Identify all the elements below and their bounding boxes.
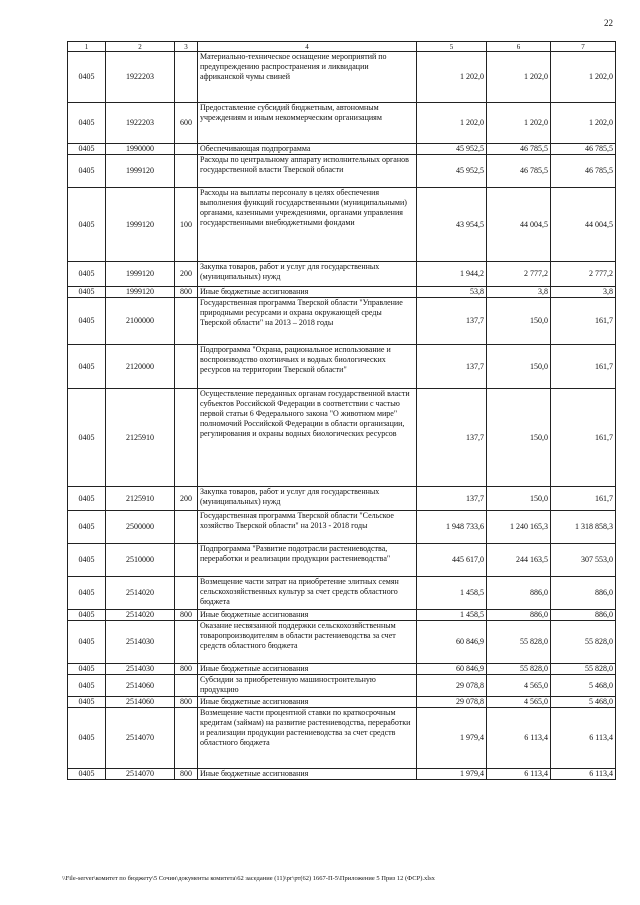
row-description: Подпрограмма "Охрана, рациональное использование и воспроизводство охотничьих и водных биологических ресурсов на территории Тверской области" (198, 345, 417, 389)
header-cell: 4 (198, 42, 417, 52)
expense-type-code (175, 675, 198, 697)
amount-2013: 43 954,5 (417, 188, 487, 262)
row-description: Закупка товаров, работ и услуг для государственных (муниципальных) нужд (198, 487, 417, 511)
row-description: Иные бюджетные ассигнования (198, 610, 417, 621)
table-row (68, 345, 616, 389)
target-code: 2514060 (106, 675, 175, 697)
amount-2013: 45 952,5 (417, 144, 487, 155)
amount-2015: 886,0 (551, 610, 616, 621)
table-row (68, 664, 616, 675)
section-code: 0405 (68, 52, 106, 103)
header-cell: 7 (551, 42, 616, 52)
target-code: 1990000 (106, 144, 175, 155)
amount-2013: 1 948 733,6 (417, 511, 487, 544)
section-code: 0405 (68, 708, 106, 769)
amount-2015: 3,8 (551, 287, 616, 298)
amount-2015: 307 553,0 (551, 544, 616, 577)
amount-2014: 244 163,5 (487, 544, 551, 577)
section-code: 0405 (68, 155, 106, 188)
table-row (68, 577, 616, 610)
section-code: 0405 (68, 610, 106, 621)
amount-2015: 55 828,0 (551, 621, 616, 664)
table-row (68, 511, 616, 544)
section-code: 0405 (68, 621, 106, 664)
target-code: 2100000 (106, 298, 175, 345)
table-row (68, 298, 616, 345)
expense-type-code: 100 (175, 188, 198, 262)
amount-2013: 445 617,0 (417, 544, 487, 577)
amount-2014: 150,0 (487, 389, 551, 487)
table-row (68, 675, 616, 697)
amount-2014: 3,8 (487, 287, 551, 298)
target-code: 2500000 (106, 511, 175, 544)
file-path-footer: \\File-server\комитет по бюджету\5 Сочин\документы комитета\62 заседание (11)\рг\рт(62) 1667-П-5\Приложение 5 Приз 12 (ФСР).xlsx (62, 875, 435, 882)
section-code: 0405 (68, 664, 106, 675)
table-row (68, 708, 616, 769)
expense-type-code (175, 511, 198, 544)
row-description: Расходы на выплаты персоналу в целях обеспечения выполнения функций государственными (муниципальными) органами, казенными учреждениями, органами управления государственными внебюджетными фондами (198, 188, 417, 262)
amount-2014: 46 785,5 (487, 144, 551, 155)
expense-type-code: 800 (175, 664, 198, 675)
expense-type-code: 800 (175, 287, 198, 298)
section-code: 0405 (68, 144, 106, 155)
header-row (68, 42, 616, 52)
expense-type-code: 800 (175, 769, 198, 780)
target-code: 2514020 (106, 610, 175, 621)
expense-type-code (175, 298, 198, 345)
budget-table (67, 41, 616, 780)
amount-2013: 53,8 (417, 287, 487, 298)
target-code: 2514020 (106, 577, 175, 610)
row-description: Иные бюджетные ассигнования (198, 287, 417, 298)
amount-2014: 150,0 (487, 345, 551, 389)
amount-2015: 55 828,0 (551, 664, 616, 675)
target-code: 1999120 (106, 287, 175, 298)
section-code: 0405 (68, 389, 106, 487)
target-code: 1999120 (106, 188, 175, 262)
expense-type-code (175, 708, 198, 769)
row-description: Возмещение части процентной ставки по краткосрочным кредитам (займам) на развитие растениеводства, переработки и реализации продукции растениеводства за счет средств областного бюджета (198, 708, 417, 769)
section-code: 0405 (68, 697, 106, 708)
amount-2013: 1 458,5 (417, 610, 487, 621)
amount-2015: 886,0 (551, 577, 616, 610)
amount-2015: 161,7 (551, 345, 616, 389)
amount-2013: 1 202,0 (417, 103, 487, 144)
amount-2014: 150,0 (487, 298, 551, 345)
target-code: 1999120 (106, 155, 175, 188)
section-code: 0405 (68, 262, 106, 287)
target-code: 2514030 (106, 621, 175, 664)
section-code: 0405 (68, 511, 106, 544)
amount-2013: 60 846,9 (417, 664, 487, 675)
row-description: Субсидии за приобретенную машиностроительную продукцию (198, 675, 417, 697)
target-code: 2125910 (106, 487, 175, 511)
amount-2013: 60 846,9 (417, 621, 487, 664)
amount-2013: 1 944,2 (417, 262, 487, 287)
target-code: 1922203 (106, 52, 175, 103)
amount-2013: 29 078,8 (417, 697, 487, 708)
expense-type-code (175, 577, 198, 610)
amount-2013: 1 202,0 (417, 52, 487, 103)
target-code: 2125910 (106, 389, 175, 487)
section-code: 0405 (68, 298, 106, 345)
header-cell: 5 (417, 42, 487, 52)
target-code: 2514070 (106, 769, 175, 780)
amount-2015: 161,7 (551, 487, 616, 511)
section-code: 0405 (68, 544, 106, 577)
row-description: Осуществление переданных органам государственной власти субъектов Российской Федерации в соответствии с частью первой статьи 6 Федерального закона "О животном мире" полномочий Российской Федерации в области организации, регулирования и охраны водных биологических ресурсов (198, 389, 417, 487)
amount-2015: 1 202,0 (551, 52, 616, 103)
table-row (68, 52, 616, 103)
header-cell: 2 (106, 42, 175, 52)
row-description: Материально-техническое оснащение мероприятий по предупреждению распространения и ликвидации африканской чумы свиней (198, 52, 417, 103)
table-row (68, 610, 616, 621)
row-description: Закупка товаров, работ и услуг для государственных (муниципальных) нужд (198, 262, 417, 287)
amount-2015: 6 113,4 (551, 769, 616, 780)
row-description: Оказание несвязанной поддержки сельскохозяйственным товаропроизводителям в области растениеводства за счет средств областного бюджета (198, 621, 417, 664)
row-description: Возмещение части затрат на приобретение элитных семян сельскохозяйственных культур за счет средств областного бюджета (198, 577, 417, 610)
row-description: Иные бюджетные ассигнования (198, 664, 417, 675)
section-code: 0405 (68, 345, 106, 389)
amount-2013: 45 952,5 (417, 155, 487, 188)
amount-2013: 1 458,5 (417, 577, 487, 610)
header-cell: 1 (68, 42, 106, 52)
target-code: 2514060 (106, 697, 175, 708)
expense-type-code (175, 544, 198, 577)
expense-type-code (175, 52, 198, 103)
amount-2014: 4 565,0 (487, 697, 551, 708)
amount-2014: 2 777,2 (487, 262, 551, 287)
amount-2013: 137,7 (417, 487, 487, 511)
amount-2015: 46 785,5 (551, 155, 616, 188)
expense-type-code (175, 389, 198, 487)
table-row (68, 144, 616, 155)
expense-type-code: 800 (175, 697, 198, 708)
amount-2013: 29 078,8 (417, 675, 487, 697)
expense-type-code: 200 (175, 262, 198, 287)
expense-type-code (175, 155, 198, 188)
table-row (68, 155, 616, 188)
table-row (68, 697, 616, 708)
table-row (68, 188, 616, 262)
amount-2013: 137,7 (417, 298, 487, 345)
row-description: Иные бюджетные ассигнования (198, 697, 417, 708)
amount-2014: 1 202,0 (487, 52, 551, 103)
amount-2013: 1 979,4 (417, 769, 487, 780)
row-description: Государственная программа Тверской области "Управление природными ресурсами и охрана окружающей среды Тверской области" на 2013 – 2018 годы (198, 298, 417, 345)
row-description: Государственная программа Тверской области "Сельское хозяйство Тверской области" на 2013 - 2018 годы (198, 511, 417, 544)
amount-2014: 6 113,4 (487, 708, 551, 769)
table-row (68, 621, 616, 664)
target-code: 1999120 (106, 262, 175, 287)
section-code: 0405 (68, 287, 106, 298)
section-code: 0405 (68, 769, 106, 780)
section-code: 0405 (68, 188, 106, 262)
amount-2014: 886,0 (487, 610, 551, 621)
amount-2014: 44 004,5 (487, 188, 551, 262)
amount-2014: 886,0 (487, 577, 551, 610)
expense-type-code: 800 (175, 610, 198, 621)
amount-2015: 161,7 (551, 298, 616, 345)
amount-2015: 44 004,5 (551, 188, 616, 262)
amount-2015: 5 468,0 (551, 675, 616, 697)
amount-2014: 1 202,0 (487, 103, 551, 144)
table-row (68, 287, 616, 298)
expense-type-code: 200 (175, 487, 198, 511)
header-cell: 6 (487, 42, 551, 52)
table-row (68, 262, 616, 287)
amount-2015: 46 785,5 (551, 144, 616, 155)
target-code: 2514030 (106, 664, 175, 675)
amount-2014: 46 785,5 (487, 155, 551, 188)
amount-2015: 1 318 858,3 (551, 511, 616, 544)
header-cell: 3 (175, 42, 198, 52)
amount-2014: 6 113,4 (487, 769, 551, 780)
target-code: 1922203 (106, 103, 175, 144)
section-code: 0405 (68, 577, 106, 610)
amount-2015: 5 468,0 (551, 697, 616, 708)
section-code: 0405 (68, 103, 106, 144)
table-row (68, 103, 616, 144)
amount-2015: 2 777,2 (551, 262, 616, 287)
section-code: 0405 (68, 487, 106, 511)
target-code: 2510000 (106, 544, 175, 577)
row-description: Предоставление субсидий бюджетным, автономным учреждениям и иным некоммерческим организациям (198, 103, 417, 144)
amount-2015: 161,7 (551, 389, 616, 487)
amount-2013: 137,7 (417, 345, 487, 389)
amount-2014: 4 565,0 (487, 675, 551, 697)
amount-2013: 1 979,4 (417, 708, 487, 769)
amount-2014: 55 828,0 (487, 664, 551, 675)
amount-2015: 6 113,4 (551, 708, 616, 769)
row-description: Обеспечивающая подпрограмма (198, 144, 417, 155)
row-description: Расходы по центральному аппарату исполнительных органов государственной власти Тверской области (198, 155, 417, 188)
table-row (68, 769, 616, 780)
expense-type-code (175, 144, 198, 155)
amount-2013: 137,7 (417, 389, 487, 487)
row-description: Иные бюджетные ассигнования (198, 769, 417, 780)
row-description: Подпрограмма "Развитие подотрасли растениеводства, переработки и реализации продукции растениеводства" (198, 544, 417, 577)
amount-2014: 150,0 (487, 487, 551, 511)
amount-2014: 55 828,0 (487, 621, 551, 664)
section-code: 0405 (68, 675, 106, 697)
amount-2015: 1 202,0 (551, 103, 616, 144)
table-row (68, 389, 616, 487)
page-number: 22 (604, 18, 613, 28)
table-row (68, 544, 616, 577)
expense-type-code (175, 621, 198, 664)
target-code: 2120000 (106, 345, 175, 389)
amount-2014: 1 240 165,3 (487, 511, 551, 544)
expense-type-code: 600 (175, 103, 198, 144)
table-row (68, 487, 616, 511)
expense-type-code (175, 345, 198, 389)
target-code: 2514070 (106, 708, 175, 769)
